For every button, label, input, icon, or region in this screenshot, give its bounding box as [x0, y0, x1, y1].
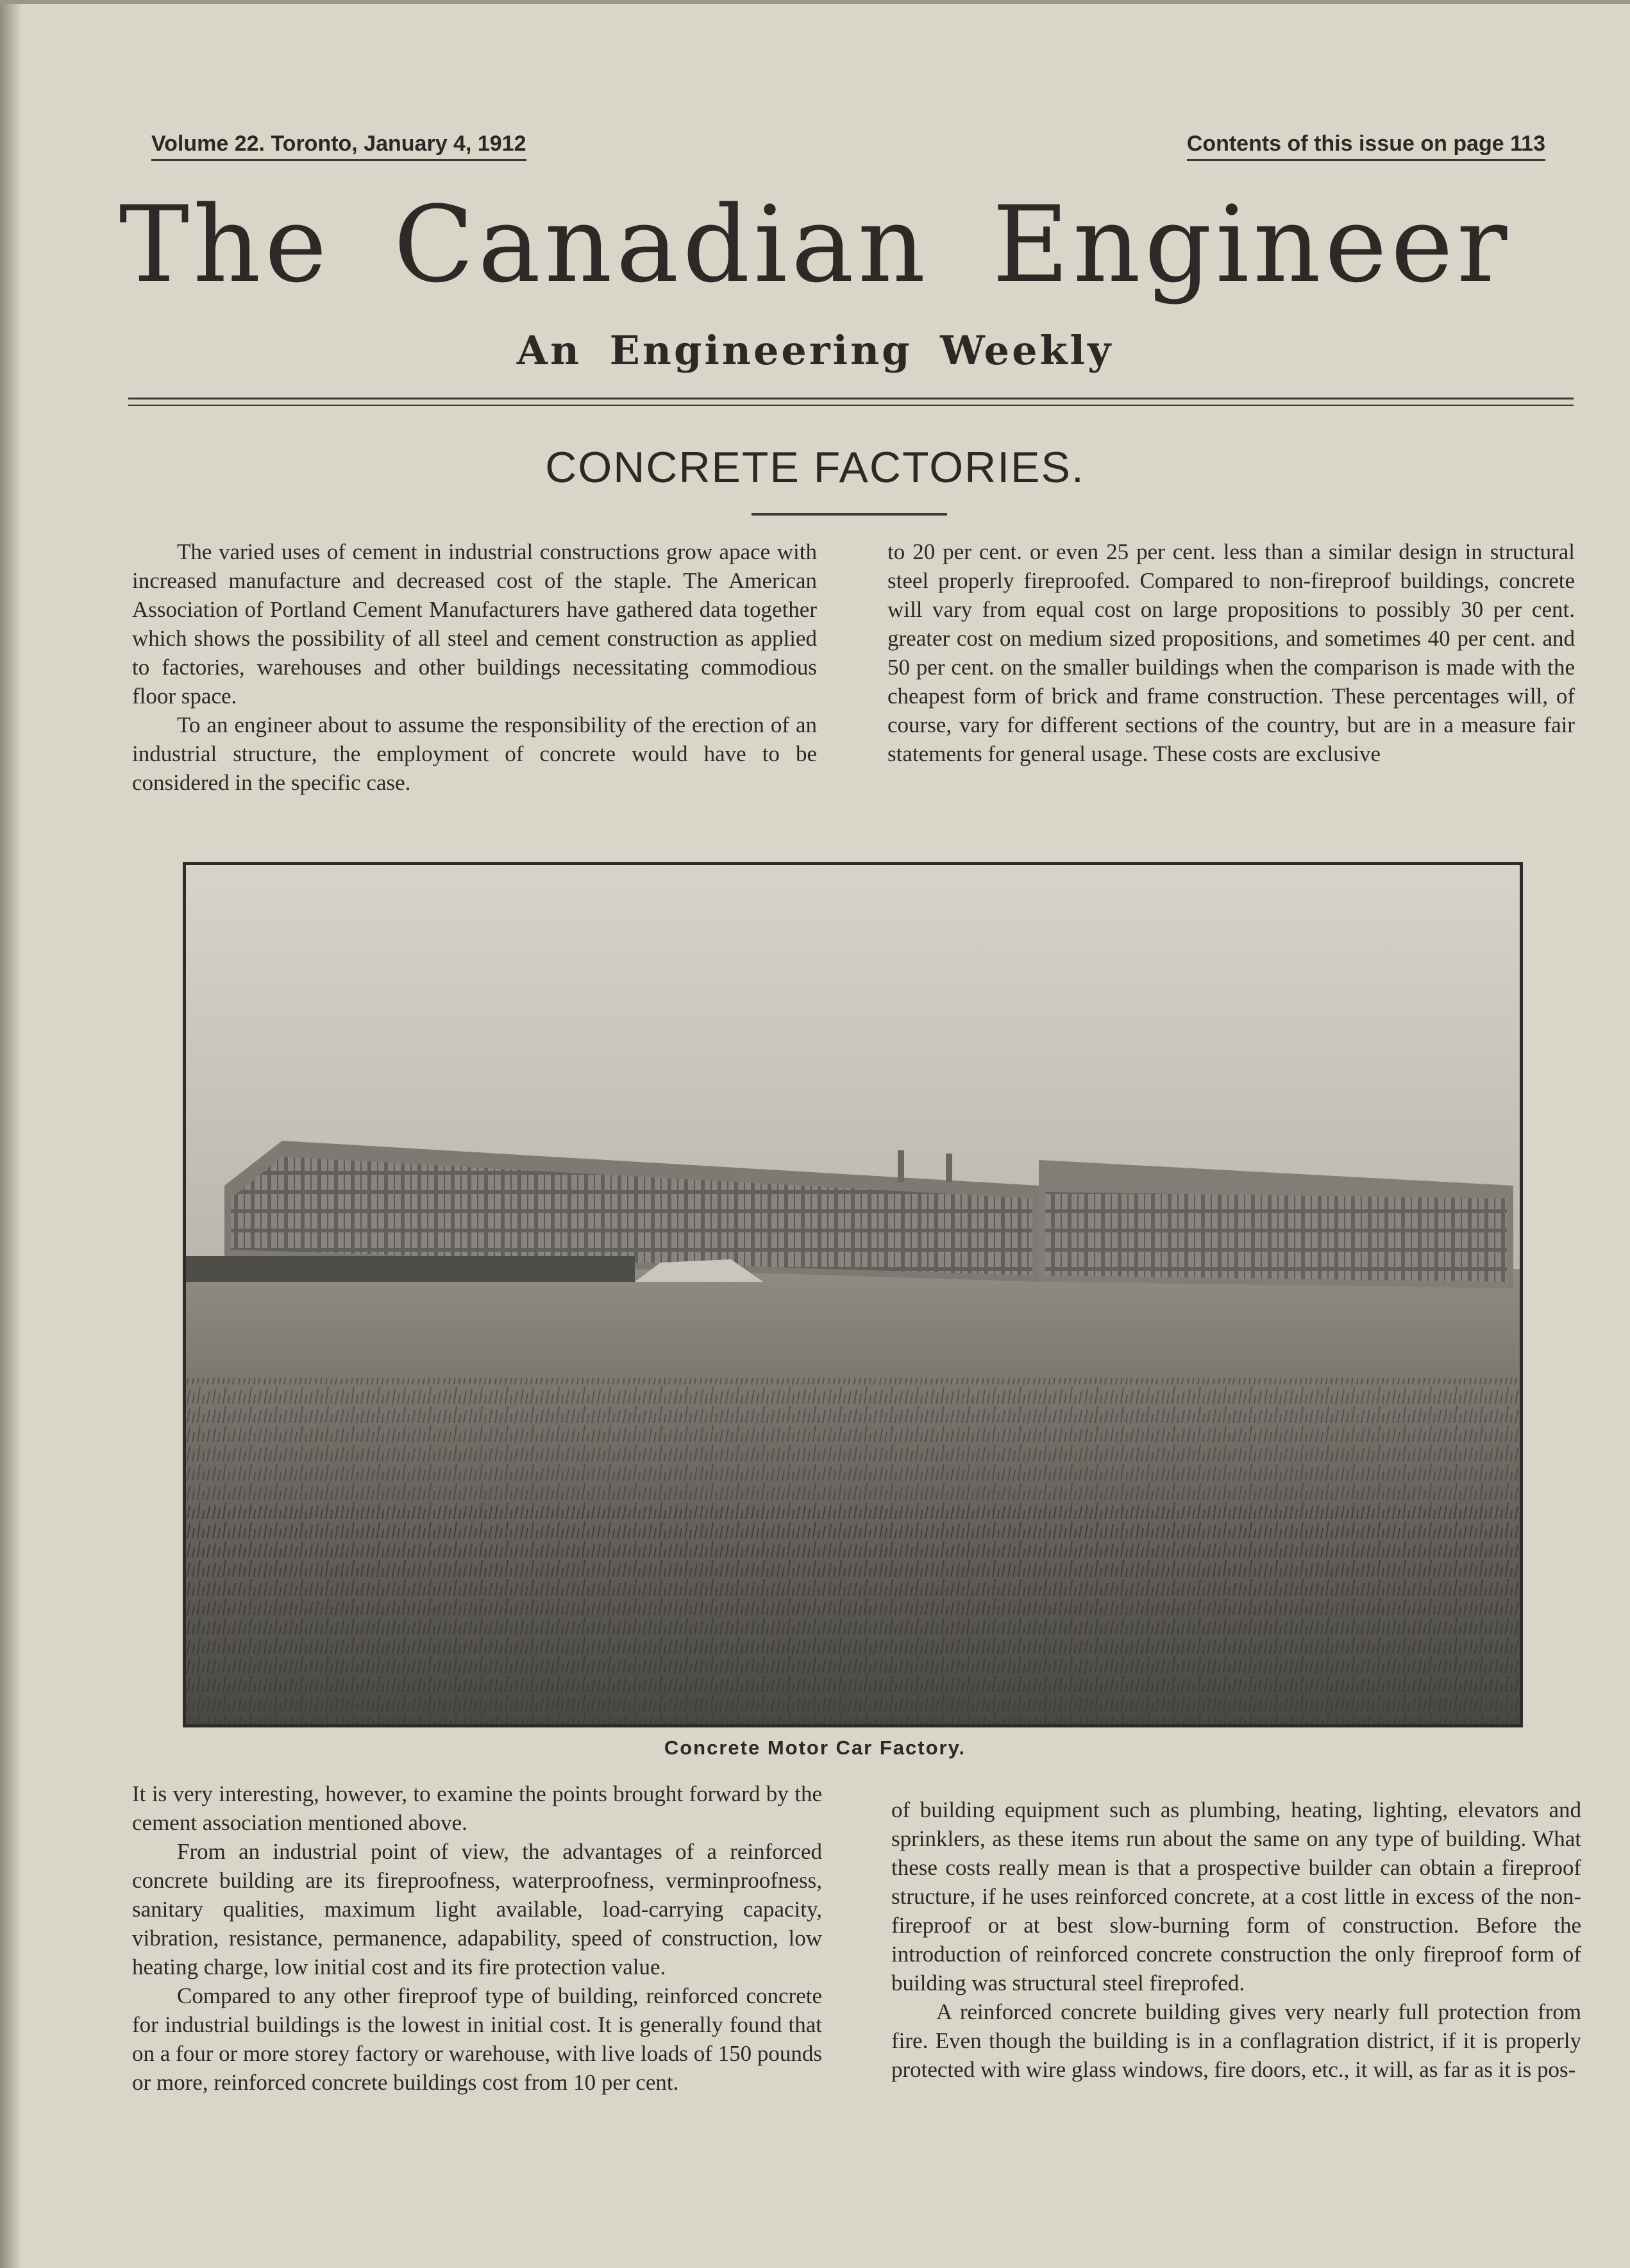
paragraph: Compared to any other fireproof type of building, reinforced concrete for industrial buildings is the lowest in initial cost. It is generally found that on a four or more storey factory or warehouse, with live loads of 150 pounds or more, reinforced concrete buildings cost from 10 per cent. — [132, 1983, 822, 2095]
factory-windows — [1045, 1192, 1507, 1282]
sheds — [186, 1256, 635, 1282]
chimney — [946, 1154, 952, 1182]
factory-photo-illustration — [186, 865, 1520, 1724]
column-bottom-right — [891, 1795, 1581, 2084]
paragraph: of building equipment such as plumbing, heating, lighting, elevators and sprinklers, as these items run about the same on any type of building. What these costs really mean is that a prospective builder can obtain a fireproof structure, if he uses reinforced concrete, at a cost little in excess of the non-fireproof or at best slow-burning form of construction. Before the introduction of reinforced concrete construction the only fireproof form of building was structural steel fireprofed. — [891, 1797, 1581, 1995]
masthead-subtitle: An Engineering Weekly — [516, 327, 1114, 374]
paragraph: The varied uses of cement in industrial constructions grow apace with increased manufacture and decreased cost of the staple. The American Association of Portland Cement Manufacturers have gathered data together which shows the possibility of all steel and cement construction as applied to factories, warehouses and other buildings necessitating commodious floor space. — [132, 539, 817, 709]
paragraph: To an engineer about to assume the responsibility of the erection of an industrial structure, the employment of concrete would have to be considered in the specific case. — [132, 712, 817, 795]
paragraph: to 20 per cent. or even 25 per cent. less than a similar design in structural steel properly fireproofed. Compared to non-fireproof buildings, concrete will vary from equal cost on large propositions to possibly 30 per cent. greater cost on medium sized propositions, and sometimes 40 per cent. and 50 per cent. on the smaller buildings when the comparison is made with the cheapest form of brick and frame construction. These percentages will, of course, vary for different sections of the country, but are in a measure fair statements for general usage. These costs are exclusive — [887, 539, 1575, 766]
column-top-right — [887, 537, 1575, 768]
paragraph: From an industrial point of view, the advantages of a reinforced concrete building are its fireproofness, waterproofness, verminproofness, sanitary qualities, maximum light available, load-carrying capacity, vibration, resistance, permanence, adapability, speed of construction, low heating charge, low initial cost and its fire protection value. — [132, 1839, 822, 1979]
title-underline — [752, 513, 947, 516]
masthead-rule — [128, 398, 1574, 406]
page-top-edge — [0, 0, 1630, 4]
volume-date-line: Volume 22. Toronto, January 4, 1912 — [151, 131, 526, 161]
paragraph: It is very interesting, however, to examine the points brought forward by the cement association mentioned above. — [132, 1781, 822, 1835]
column-top-left — [132, 537, 817, 797]
column-bottom-left — [132, 1779, 822, 2097]
factory-photograph — [183, 862, 1523, 1727]
contents-reference: Contents of this issue on page 113 — [1187, 131, 1545, 161]
masthead-title: The Canadian Engineer — [119, 183, 1511, 306]
paragraph: A reinforced concrete building gives very nearly full protection from fire. Even though the building is in a conflagration district, if it is properly protected with wire glass windows, fire doors, etc., it will, as far as it is pos- — [891, 1999, 1581, 2082]
photo-caption: Concrete Motor Car Factory. — [664, 1736, 966, 1759]
tall-grass — [186, 1506, 1520, 1724]
article-title: CONCRETE FACTORIES. — [545, 443, 1085, 492]
chimney — [898, 1150, 904, 1182]
